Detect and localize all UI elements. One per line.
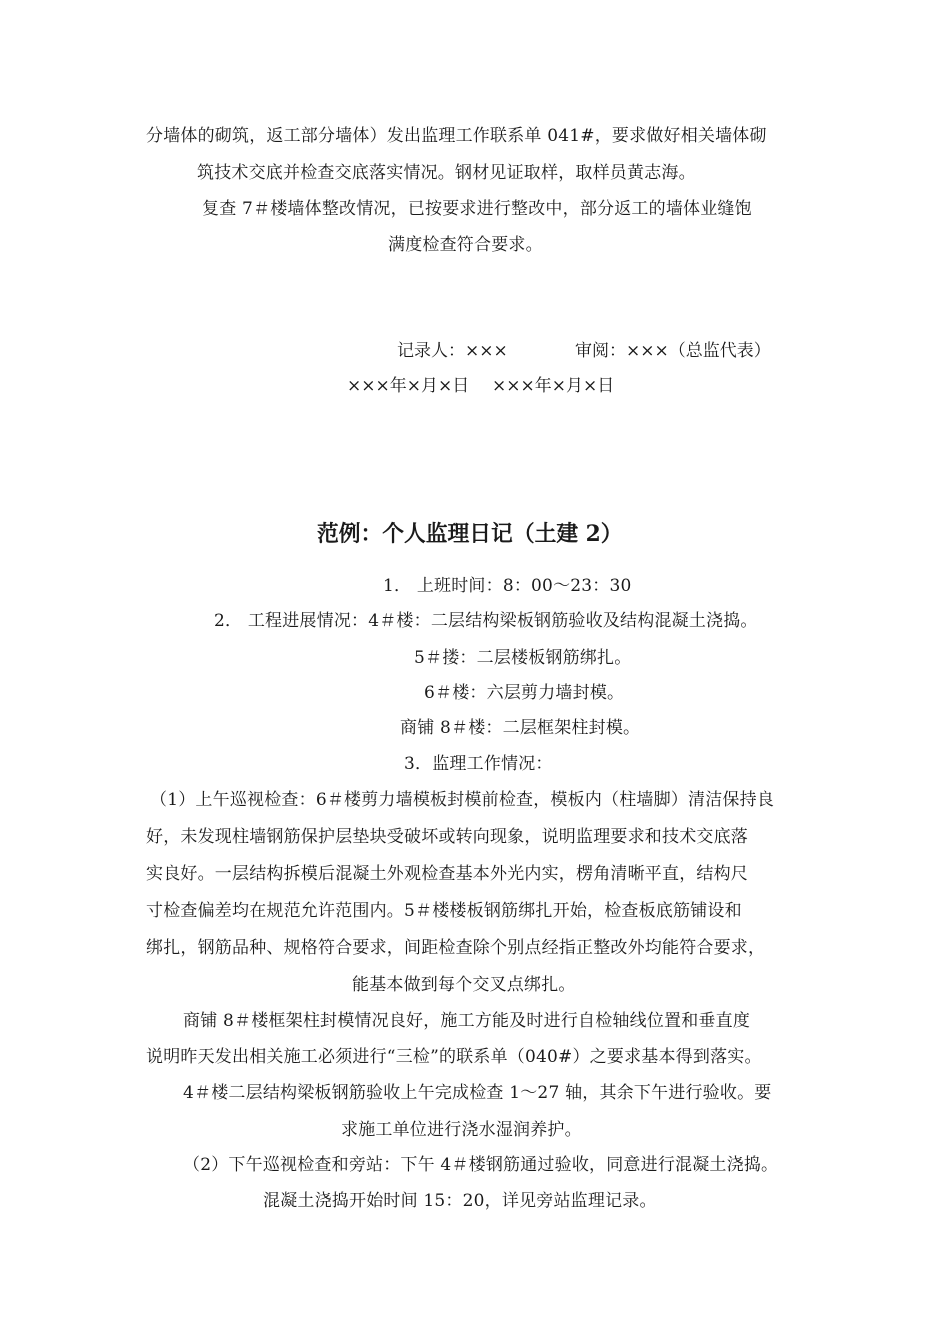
body-line: 4＃楼二层结构梁板钢筋验收上午完成检查 1～27 轴，其余下午进行验收。要: [183, 1083, 772, 1103]
recorder-label: 记录人：×××: [397, 341, 508, 361]
body-line: 1． 上班时间：8：00～23：30: [383, 576, 632, 596]
body-line: 好，未发现柱墙钢筋保护层垫块受破坏或转向现象，说明监理要求和技术交底落: [146, 827, 748, 847]
body-line: 实良好。一层结构拆模后混凝土外观检查基本外光内实，楞角清晰平直，结构尺: [146, 864, 748, 884]
body-line: 能基本做到每个交叉点绑扎。: [352, 975, 576, 995]
body-line: 3．监理工作情况：: [404, 754, 553, 774]
paragraph-line: 满度检查符合要求。: [388, 235, 543, 255]
body-line: （2）下午巡视检查和旁站：下午 4＃楼钢筋通过验收，同意进行混凝土浇捣。: [183, 1155, 779, 1175]
paragraph-line: 筑技术交底并检查交底落实情况。钢材见证取样，取样员黄志海。: [197, 163, 696, 183]
body-line: 绑扎，钢筋品种、规格符合要求，间距检查除个别点经指正整改外均能符合要求，: [146, 938, 766, 958]
body-line: 求施工单位进行浇水湿润养护。: [341, 1120, 582, 1140]
body-line: 商铺 8＃楼：二层框架柱封模。: [400, 718, 641, 738]
reviewer-label: 审阅：×××（总监代表）: [575, 341, 771, 361]
recorder-date: ×××年×月×日: [347, 376, 470, 396]
paragraph-line: 复查 7＃楼墙体整改情况，已按要求进行整改中，部分返工的墙体业缝饱: [202, 199, 752, 219]
body-line: 说明昨天发出相关施工必须进行“三检”的联系单（040#）之要求基本得到落实。: [146, 1047, 762, 1067]
body-line: （1）上午巡视检查：6＃楼剪力墙模板封模前检查，模板内（柱墙脚）清洁保持良: [150, 790, 775, 810]
section-title: 范例：个人监理日记（土建 2）: [316, 521, 623, 547]
paragraph-line: 分墙体的砌筑，返工部分墙体）发出监理工作联系单 041#，要求做好相关墙体砌: [146, 126, 767, 146]
body-line: 混凝土浇捣开始时间 15：20，详见旁站监理记录。: [263, 1191, 657, 1211]
body-line: 商铺 8＃楼框架柱封模情况良好，施工方能及时进行自检轴线位置和垂直度: [183, 1011, 751, 1031]
body-line: 6＃楼：六层剪力墙封模。: [424, 683, 625, 703]
body-line: 2． 工程进展情况：4＃楼：二层结构梁板钢筋验收及结构混凝土浇捣。: [214, 611, 758, 631]
reviewer-date: ×××年×月×日: [492, 376, 615, 396]
body-line: 寸检查偏差均在规范允许范围内。5＃楼楼板钢筋绑扎开始，检查板底筋铺设和: [146, 901, 742, 921]
body-line: 5＃搂：二层楼板钢筋绑扎。: [414, 648, 632, 668]
